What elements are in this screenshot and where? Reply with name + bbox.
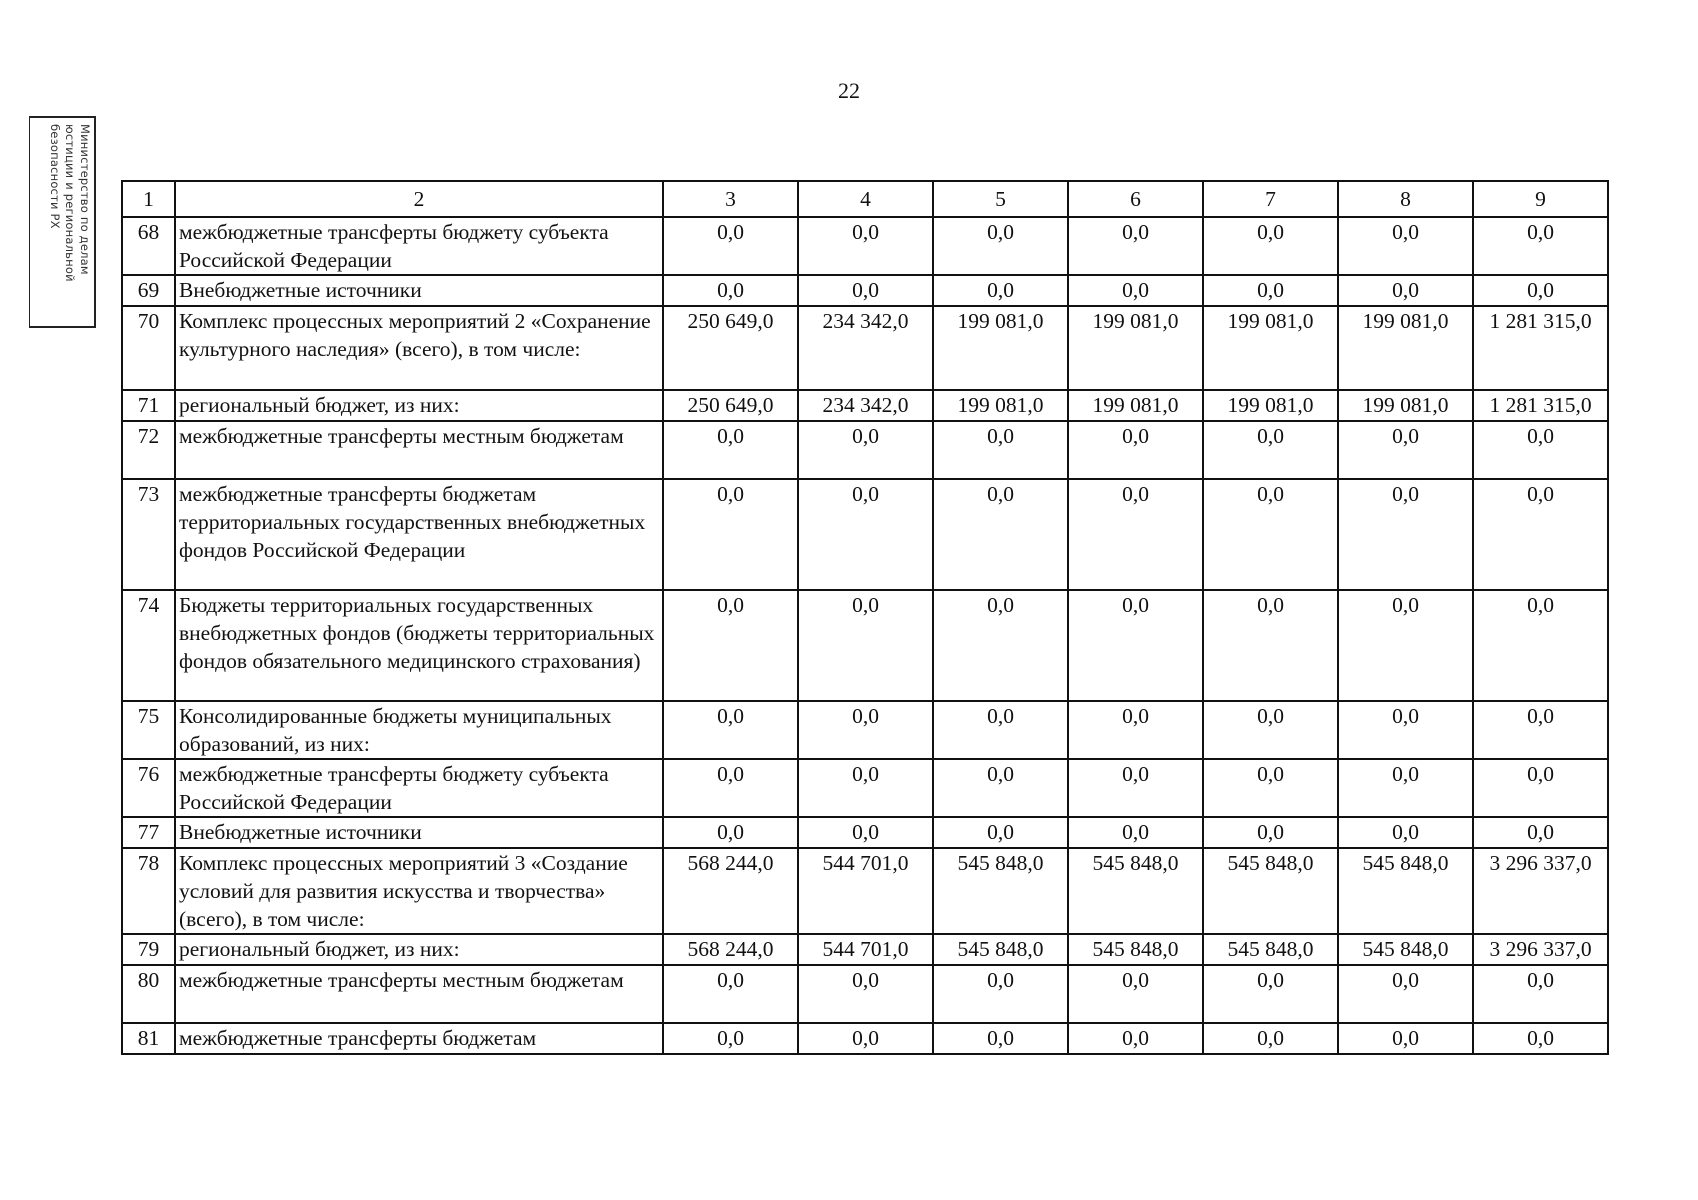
cell-col-3: 568 244,0 [663,848,798,934]
cell-col-3: 0,0 [663,759,798,817]
cell-col-6: 199 081,0 [1068,390,1203,421]
row-number: 69 [122,275,175,306]
cell-col-8: 0,0 [1338,701,1473,759]
cell-col-4: 544 701,0 [798,848,933,934]
row-number: 68 [122,217,175,275]
row-number: 81 [122,1023,175,1054]
column-header-6: 6 [1068,181,1203,217]
cell-col-7: 0,0 [1203,217,1338,275]
cell-col-4: 0,0 [798,421,933,479]
cell-col-9: 0,0 [1473,1023,1608,1054]
cell-col-9: 0,0 [1473,421,1608,479]
cell-col-5: 0,0 [933,217,1068,275]
cell-col-5: 0,0 [933,759,1068,817]
cell-col-9: 0,0 [1473,217,1608,275]
cell-col-9: 1 281 315,0 [1473,390,1608,421]
table-row [122,479,1608,590]
cell-col-7: 545 848,0 [1203,848,1338,934]
cell-col-6: 0,0 [1068,275,1203,306]
cell-col-8: 0,0 [1338,217,1473,275]
cell-col-9: 1 281 315,0 [1473,306,1608,390]
cell-col-9: 0,0 [1473,965,1608,1023]
cell-col-3: 0,0 [663,965,798,1023]
page-number: 22 [838,78,860,103]
cell-col-7: 0,0 [1203,590,1338,701]
table-row [122,848,1608,934]
cell-col-6: 0,0 [1068,701,1203,759]
cell-col-3: 0,0 [663,275,798,306]
table-row [122,817,1608,848]
cell-col-6: 545 848,0 [1068,848,1203,934]
row-name: Комплекс процессных мероприятий 3 «Создание условий для развития искусства и творчества» (всего), в том числе: [175,848,663,934]
cell-col-7: 545 848,0 [1203,934,1338,965]
cell-col-9: 0,0 [1473,759,1608,817]
cell-col-5: 0,0 [933,701,1068,759]
cell-col-8: 199 081,0 [1338,306,1473,390]
cell-col-4: 0,0 [798,217,933,275]
registration-stamp [29,116,96,328]
row-name: межбюджетные трансферты местным бюджетам [175,421,663,479]
cell-col-8: 0,0 [1338,965,1473,1023]
row-name: Внебюджетные источники [175,275,663,306]
column-header-5: 5 [933,181,1068,217]
column-header-2: 2 [175,181,663,217]
table-row [122,217,1608,275]
table-row [122,275,1608,306]
cell-col-7: 199 081,0 [1203,390,1338,421]
column-header-8: 8 [1338,181,1473,217]
row-name: Консолидированные бюджеты муниципальных образований, из них: [175,701,663,759]
cell-col-8: 545 848,0 [1338,848,1473,934]
row-name: межбюджетные трансферты бюджету субъекта Российской Федерации [175,759,663,817]
cell-col-4: 0,0 [798,479,933,590]
table-row [122,390,1608,421]
row-number: 77 [122,817,175,848]
row-name: Бюджеты территориальных государственных внебюджетных фондов (бюджеты территориальных фондов обязательного медицинского страхования) [175,590,663,701]
cell-col-5: 0,0 [933,1023,1068,1054]
table-row [122,306,1608,390]
cell-col-7: 0,0 [1203,759,1338,817]
cell-col-6: 199 081,0 [1068,306,1203,390]
cell-col-9: 3 296 337,0 [1473,934,1608,965]
cell-col-6: 0,0 [1068,421,1203,479]
cell-col-8: 545 848,0 [1338,934,1473,965]
cell-col-9: 0,0 [1473,479,1608,590]
stamp-line: Министерство по делам [78,124,92,275]
cell-col-6: 0,0 [1068,965,1203,1023]
row-name: региональный бюджет, из них: [175,390,663,421]
cell-col-4: 0,0 [798,817,933,848]
column-header-9: 9 [1473,181,1608,217]
stamp-line: безопасности РХ [48,124,62,229]
cell-col-5: 545 848,0 [933,848,1068,934]
cell-col-5: 545 848,0 [933,934,1068,965]
cell-col-4: 234 342,0 [798,306,933,390]
cell-col-5: 199 081,0 [933,306,1068,390]
stamp-line: юстиции и региональной [63,124,77,282]
column-header-7: 7 [1203,181,1338,217]
cell-col-7: 0,0 [1203,817,1338,848]
cell-col-5: 0,0 [933,965,1068,1023]
cell-col-8: 0,0 [1338,817,1473,848]
cell-col-3: 0,0 [663,590,798,701]
table-row [122,421,1608,479]
table-row [122,590,1608,701]
cell-col-5: 0,0 [933,590,1068,701]
cell-col-4: 234 342,0 [798,390,933,421]
cell-col-6: 0,0 [1068,759,1203,817]
table-row [122,965,1608,1023]
cell-col-6: 0,0 [1068,217,1203,275]
cell-col-4: 0,0 [798,965,933,1023]
row-number: 79 [122,934,175,965]
cell-col-3: 0,0 [663,701,798,759]
cell-col-8: 0,0 [1338,275,1473,306]
cell-col-6: 545 848,0 [1068,934,1203,965]
row-number: 76 [122,759,175,817]
table-row [122,934,1608,965]
row-number: 70 [122,306,175,390]
cell-col-5: 0,0 [933,275,1068,306]
column-header-4: 4 [798,181,933,217]
row-number: 75 [122,701,175,759]
column-header-3: 3 [663,181,798,217]
table-row [122,701,1608,759]
cell-col-8: 0,0 [1338,590,1473,701]
cell-col-6: 0,0 [1068,1023,1203,1054]
cell-col-7: 199 081,0 [1203,306,1338,390]
row-name: региональный бюджет, из них: [175,934,663,965]
cell-col-3: 0,0 [663,1023,798,1054]
column-header-1: 1 [122,181,175,217]
cell-col-7: 0,0 [1203,1023,1338,1054]
cell-col-3: 0,0 [663,217,798,275]
table-header [122,181,1608,217]
header-row [122,181,1608,217]
cell-col-5: 0,0 [933,421,1068,479]
row-number: 78 [122,848,175,934]
cell-col-7: 0,0 [1203,479,1338,590]
cell-col-9: 0,0 [1473,701,1608,759]
row-number: 80 [122,965,175,1023]
row-name: Комплекс процессных мероприятий 2 «Сохранение культурного наследия» (всего), в том числе: [175,306,663,390]
cell-col-8: 199 081,0 [1338,390,1473,421]
cell-col-8: 0,0 [1338,421,1473,479]
row-name: межбюджетные трансферты местным бюджетам [175,965,663,1023]
cell-col-4: 0,0 [798,590,933,701]
cell-col-6: 0,0 [1068,817,1203,848]
cell-col-4: 0,0 [798,275,933,306]
cell-col-8: 0,0 [1338,1023,1473,1054]
cell-col-8: 0,0 [1338,759,1473,817]
row-name: Внебюджетные источники [175,817,663,848]
stamp-text [30,118,96,328]
table-row [122,1023,1608,1054]
row-name: межбюджетные трансферты бюджетам [175,1023,663,1054]
budget-table [121,180,1609,1055]
cell-col-5: 199 081,0 [933,390,1068,421]
cell-col-4: 544 701,0 [798,934,933,965]
cell-col-3: 568 244,0 [663,934,798,965]
cell-col-6: 0,0 [1068,590,1203,701]
row-number: 72 [122,421,175,479]
cell-col-4: 0,0 [798,701,933,759]
cell-col-3: 250 649,0 [663,306,798,390]
cell-col-9: 3 296 337,0 [1473,848,1608,934]
cell-col-3: 0,0 [663,817,798,848]
cell-col-3: 0,0 [663,421,798,479]
cell-col-4: 0,0 [798,1023,933,1054]
cell-col-9: 0,0 [1473,590,1608,701]
table-body [122,217,1608,1054]
cell-col-7: 0,0 [1203,421,1338,479]
cell-col-3: 250 649,0 [663,390,798,421]
row-name: межбюджетные трансферты бюджету субъекта Российской Федерации [175,217,663,275]
cell-col-7: 0,0 [1203,701,1338,759]
row-number: 71 [122,390,175,421]
cell-col-7: 0,0 [1203,275,1338,306]
row-number: 74 [122,590,175,701]
row-number: 73 [122,479,175,590]
row-name: межбюджетные трансферты бюджетам территориальных государственных внебюджетных фондов Российской Федерации [175,479,663,590]
cell-col-5: 0,0 [933,479,1068,590]
cell-col-7: 0,0 [1203,965,1338,1023]
cell-col-5: 0,0 [933,817,1068,848]
cell-col-3: 0,0 [663,479,798,590]
cell-col-9: 0,0 [1473,817,1608,848]
cell-col-4: 0,0 [798,759,933,817]
cell-col-8: 0,0 [1338,479,1473,590]
cell-col-6: 0,0 [1068,479,1203,590]
cell-col-9: 0,0 [1473,275,1608,306]
table-row [122,759,1608,817]
